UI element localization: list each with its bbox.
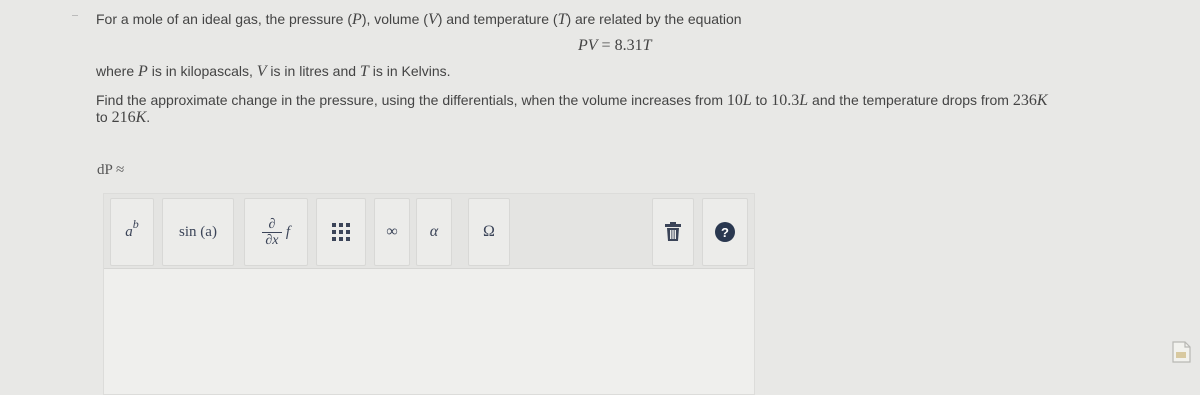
var-t: T: [557, 11, 567, 28]
equation-equals: =: [597, 37, 615, 54]
greek-lower-button[interactable]: [416, 198, 452, 266]
task-text: Find the approximate change in the pressure, using the differentials, when the volume increases from: [96, 92, 727, 108]
units-text: is in Kelvins.: [368, 63, 451, 79]
volume-end: 10.3: [771, 92, 800, 109]
help-icon: [715, 222, 735, 242]
volume-start: 10: [726, 92, 743, 109]
intro-text: ), volume (: [361, 11, 428, 27]
unit-l: L: [799, 92, 809, 109]
matrix-icon: [330, 221, 352, 243]
divider: [72, 15, 78, 16]
var-v: V: [256, 63, 267, 80]
derivative-numerator: ∂: [268, 216, 276, 232]
answer-input[interactable]: [104, 269, 754, 394]
power-base: a: [125, 223, 133, 240]
help-button[interactable]: [702, 198, 748, 266]
var-t: T: [359, 63, 369, 80]
derivative-denominator: ∂x: [265, 232, 279, 248]
unit-l: L: [742, 92, 752, 109]
unit-k: K: [135, 109, 147, 126]
omega-symbol: Ω: [483, 223, 495, 240]
equation-var: T: [642, 37, 652, 54]
intro-text: For a mole of an ideal gas, the pressure (: [96, 11, 353, 27]
var-p: P: [138, 63, 148, 80]
equation-constant: 8.31: [614, 37, 643, 54]
answer-label: dP ≈: [97, 162, 125, 178]
matrix-button[interactable]: [316, 198, 366, 266]
greek-upper-button[interactable]: [468, 198, 510, 266]
equation: [578, 37, 651, 55]
units-text: is in litres and: [266, 63, 360, 79]
math-editor: [103, 193, 755, 395]
intro-text: ) and temperature (: [437, 11, 558, 27]
units-statement: [96, 63, 451, 81]
equation-lhs: PV: [578, 37, 598, 54]
task-text: .: [146, 109, 151, 125]
trash-icon: [664, 222, 682, 242]
unit-k: K: [1036, 92, 1048, 109]
clear-button[interactable]: [652, 198, 694, 266]
power-button[interactable]: [110, 198, 154, 266]
temp-end: 216: [111, 109, 136, 126]
infinity-symbol: ∞: [386, 223, 398, 240]
power-exponent: b: [132, 216, 139, 231]
var-p: P: [352, 11, 362, 28]
sin-label: sin (a): [179, 223, 217, 240]
temp-start: 236: [1012, 92, 1037, 109]
task-text: and the temperature drops from: [808, 92, 1013, 108]
question-intro: [96, 11, 742, 29]
help-glyph: ?: [721, 224, 729, 240]
document-icon[interactable]: [1170, 340, 1192, 364]
sin-button[interactable]: [162, 198, 234, 266]
alpha-symbol: α: [429, 223, 439, 240]
task-text: to: [96, 109, 112, 125]
intro-text: ) are related by the equation: [566, 11, 742, 27]
infinity-button[interactable]: [374, 198, 410, 266]
task-statement: [96, 92, 1176, 126]
editor-toolbar: [104, 194, 754, 269]
partial-derivative-button[interactable]: [244, 198, 308, 266]
units-text: where: [96, 63, 139, 79]
units-text: is in kilopascals,: [147, 63, 257, 79]
derivative-f: f: [285, 223, 291, 240]
task-text: to: [751, 92, 772, 108]
var-v: V: [427, 11, 438, 28]
